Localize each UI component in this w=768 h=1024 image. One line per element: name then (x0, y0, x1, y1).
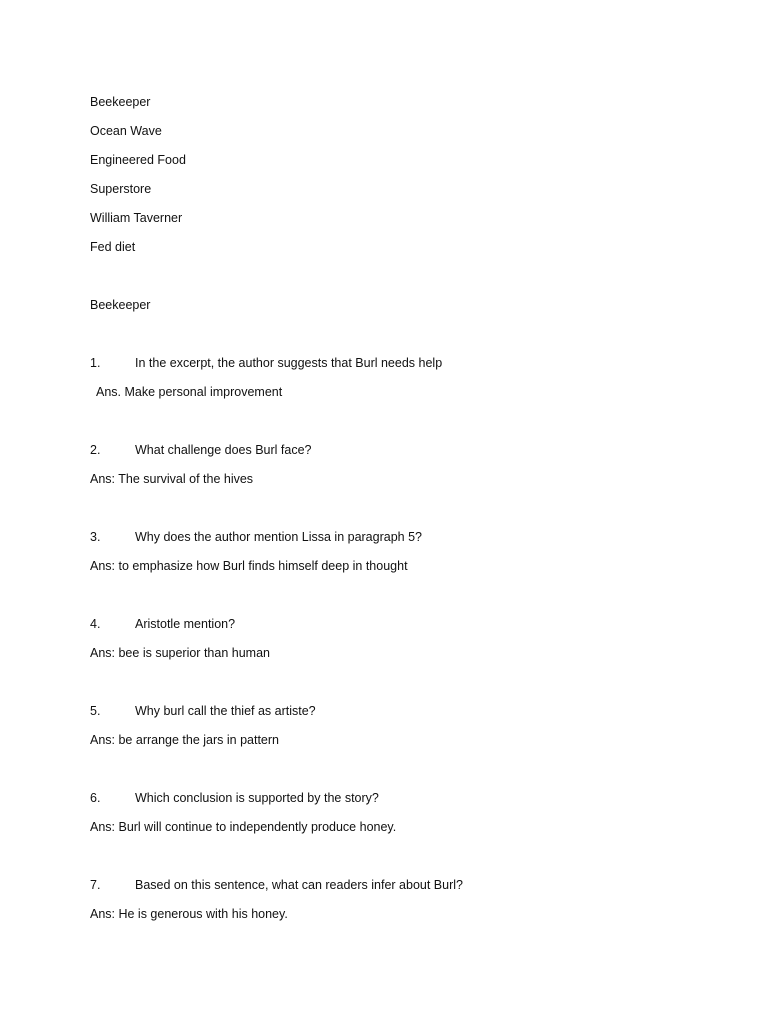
question-text: Why burl call the thief as artiste? (135, 704, 316, 718)
question-number: 7. (90, 878, 101, 892)
question (90, 528, 710, 557)
question-block (90, 441, 710, 499)
question-text: Based on this sentence, what can readers infer about Burl? (135, 878, 463, 892)
answer-text: Ans: He is generous with his honey. (90, 907, 288, 921)
question-number: 4. (90, 617, 101, 631)
question-number: 6. (90, 791, 101, 805)
question-text: What challenge does Burl face? (135, 443, 312, 457)
topic-item: Superstore (90, 182, 152, 196)
question-text: Which conclusion is supported by the story? (135, 791, 379, 805)
topic-list (90, 93, 710, 267)
topic-item: Ocean Wave (90, 124, 162, 138)
answer-text: Ans: be arrange the jars in pattern (90, 733, 280, 747)
question-number: 2. (90, 443, 101, 457)
section-title: Beekeeper (90, 298, 151, 312)
topic-item: Beekeeper (90, 95, 151, 109)
topic-item: Engineered Food (90, 153, 186, 167)
question-text: Aristotle mention? (135, 617, 236, 631)
question (90, 354, 710, 383)
answer-text: Ans: Burl will continue to independently produce honey. (90, 820, 397, 834)
answer-text: Ans: bee is superior than human (90, 646, 270, 660)
question-number: 1. (90, 356, 101, 370)
question-text: In the excerpt, the author suggests that Burl needs help (135, 356, 443, 370)
question-block (90, 702, 710, 760)
question (90, 615, 710, 644)
question-block (90, 615, 710, 673)
question (90, 876, 710, 905)
answer-text: Ans: to emphasize how Burl finds himself deep in thought (90, 559, 408, 573)
topic-item: Fed diet (90, 240, 136, 254)
answer-text: Ans: The survival of the hives (90, 472, 254, 486)
question-number: 5. (90, 704, 101, 718)
question (90, 702, 710, 731)
question-block (90, 789, 710, 847)
question-block (90, 876, 710, 934)
question (90, 441, 710, 470)
question-block (90, 528, 710, 586)
question-block (90, 354, 710, 412)
document-page (90, 93, 710, 934)
question-text: Why does the author mention Lissa in paragraph 5? (135, 530, 422, 544)
question-number: 3. (90, 530, 101, 544)
topic-item: William Taverner (90, 211, 183, 225)
answer-text: Ans. Make personal improvement (96, 385, 283, 399)
question (90, 789, 710, 818)
